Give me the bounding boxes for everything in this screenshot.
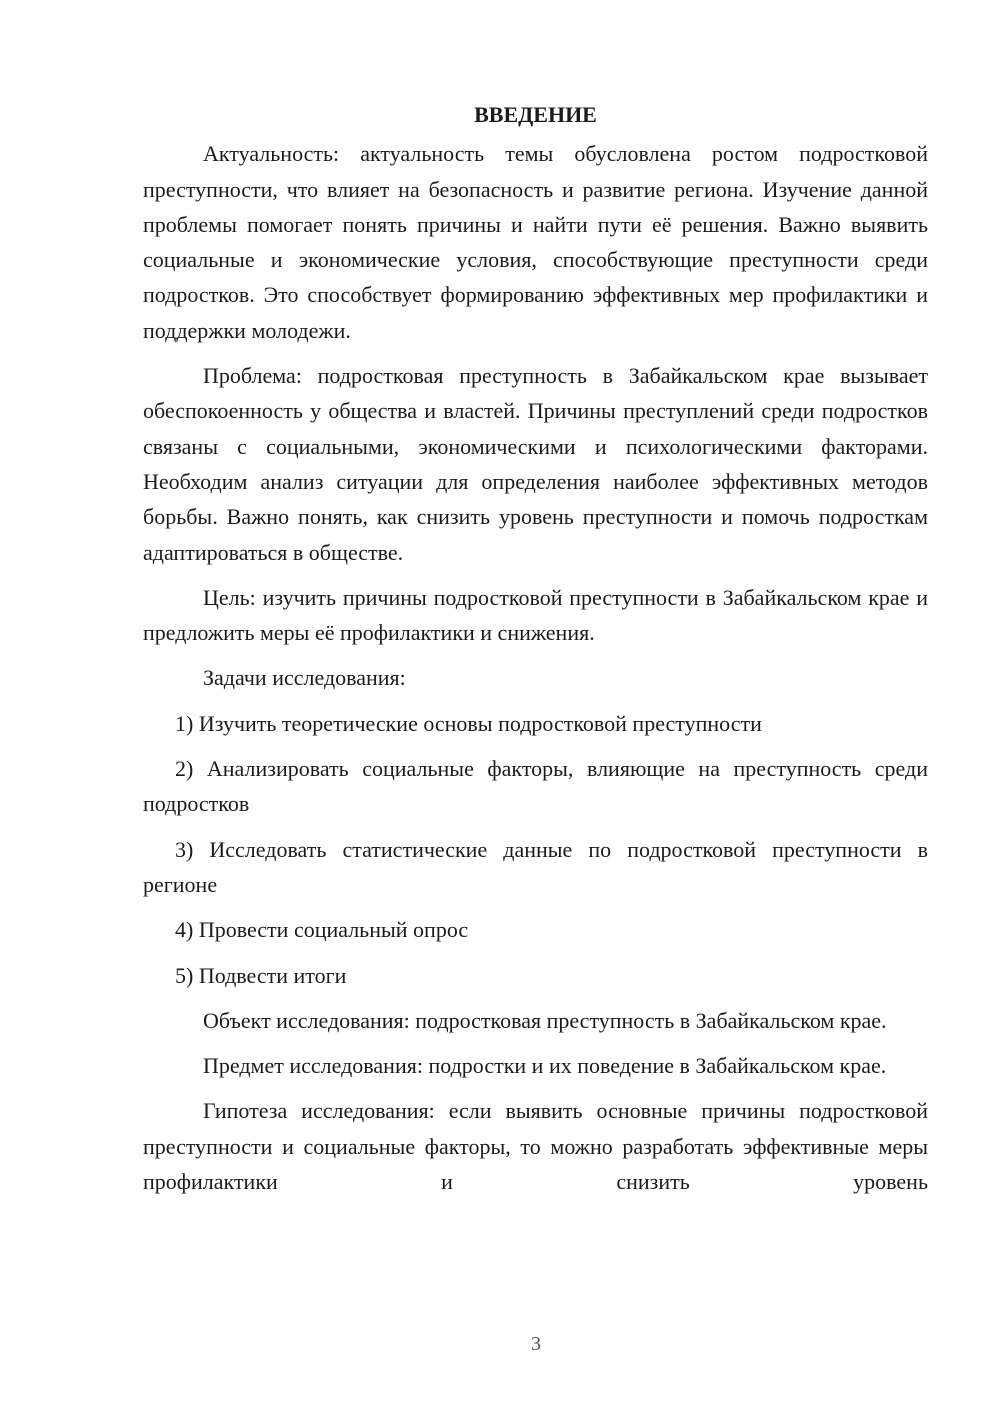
page-number: 3 (531, 1333, 541, 1355)
task-item: 2) Анализировать социальные факторы, влияющие на преступность среди подростков (143, 756, 928, 817)
tasks-heading: Задачи исследования: (203, 665, 406, 691)
problem-paragraph: Проблема: подростковая преступность в Забайкальском крае вызывает обеспокоенность у общества и властей. Причины преступлений среди подростков связаны с социальными, экономическими и психологическими факторами. Необходим анализ ситуации для определения наиболее эффективных методов борьбы. Важно понять, как снизить уровень преступности и помочь подросткам адаптироваться в обществе. (143, 363, 928, 565)
relevance-paragraph: Актуальность: актуальность темы обусловлена ростом подростковой преступности, что влияет на безопасность и развитие региона. Изучение данной проблемы помогает понять причины и найти пути её решения. Важно выявить социальные и экономические условия, способствующие преступности среди подростков. Это способствует формированию эффективных мер профилактики и поддержки молодежи. (143, 141, 928, 343)
research-object-paragraph: Объект исследования: подростковая преступность в Забайкальском крае. (203, 1007, 887, 1033)
research-subject-paragraph: Предмет исследования: подростки и их поведение в Забайкальском крае. (203, 1053, 887, 1079)
section-title: ВВЕДЕНИЕ (474, 102, 597, 127)
goal-paragraph: Цель: изучить причины подростковой преступности в Забайкальском крае и предложить меры её профилактики и снижения. (143, 584, 928, 646)
hypothesis-paragraph: Гипотеза исследования: если выявить основные причины подростковой преступности и социальные факторы, то можно разработать эффективные меры профилактики и снизить уровень (143, 1098, 928, 1195)
document-body (143, 97, 928, 1199)
task-item: 5) Подвести итоги (175, 962, 347, 988)
task-item: 1) Изучить теоретические основы подростковой преступности (175, 710, 762, 736)
task-item: 3) Исследовать статистические данные по подростковой преступности в регионе (143, 836, 928, 897)
task-item: 4) Провести социальный опрос (175, 917, 469, 943)
